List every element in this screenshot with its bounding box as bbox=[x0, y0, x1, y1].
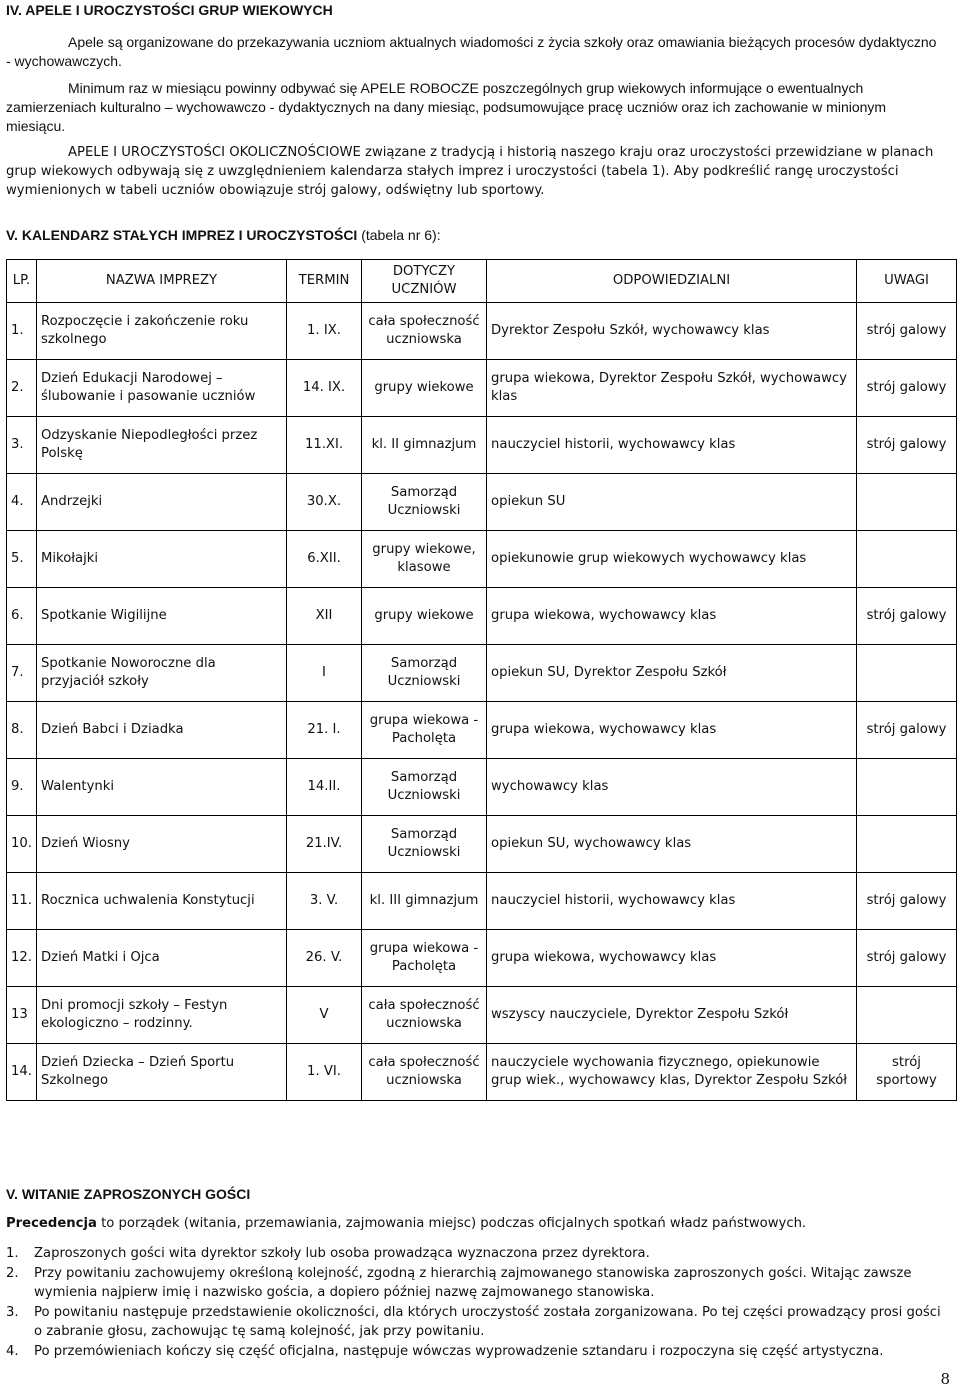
list-item-number: 4. bbox=[6, 1343, 19, 1359]
list-item bbox=[6, 1264, 946, 1303]
cell-event-name: Spotkanie Wigilijne bbox=[37, 588, 287, 645]
cell-participants: grupy wiekowe, klasowe bbox=[362, 531, 487, 588]
calendar-heading-suffix: (tabela nr 6): bbox=[357, 227, 441, 243]
table-row bbox=[7, 474, 957, 531]
cell-term: V bbox=[287, 987, 362, 1044]
table-row bbox=[7, 816, 957, 873]
cell-term: 14. IX. bbox=[287, 360, 362, 417]
table-header-row bbox=[7, 260, 957, 303]
cell-responsible: opiekun SU, Dyrektor Zespołu Szkół bbox=[487, 645, 857, 702]
cell-event-name: Andrzejki bbox=[37, 474, 287, 531]
cell-lp: 1. bbox=[7, 303, 37, 360]
header-name: NAZWA IMPREZY bbox=[37, 260, 287, 303]
cell-event-name: Dzień Edukacji Narodowej – ślubowanie i pasowanie uczniów bbox=[37, 360, 287, 417]
cell-notes bbox=[857, 531, 957, 588]
cell-lp: 2. bbox=[7, 360, 37, 417]
precedence-definition: to porządek (witania, przemawiania, zajmowania miejsc) podczas oficjalnych spotkań władz państwowych. bbox=[96, 1216, 807, 1231]
table-row bbox=[7, 1044, 957, 1101]
list-item-text: Po powitaniu następuje przedstawienie okoliczności, dla których uroczystość została zorganizowana. Po tej części prowadzący prosi gości o zabranie głosu, zachowując tę samą kolejność, jak przy powitaniu. bbox=[34, 1304, 941, 1339]
cell-responsible: opiekunowie grup wiekowych wychowawcy klas bbox=[487, 531, 857, 588]
list-item bbox=[6, 1244, 946, 1264]
table-row bbox=[7, 930, 957, 987]
cell-event-name: Dzień Babci i Dziadka bbox=[37, 702, 287, 759]
cell-lp: 5. bbox=[7, 531, 37, 588]
cell-responsible: grupa wiekowa, wychowawcy klas bbox=[487, 702, 857, 759]
cell-lp: 13 bbox=[7, 987, 37, 1044]
cell-participants: kl. III gimnazjum bbox=[362, 873, 487, 930]
section-v-calendar-heading bbox=[6, 227, 441, 243]
calendar-heading-title: V. KALENDARZ STAŁYCH IMPREZ I UROCZYSTOŚCI bbox=[6, 227, 358, 243]
cell-event-name: Dzień Matki i Ojca bbox=[37, 930, 287, 987]
cell-participants: Samorząd Uczniowski bbox=[362, 759, 487, 816]
events-table-body bbox=[7, 303, 957, 1101]
cell-participants: cała społeczność uczniowska bbox=[362, 1044, 487, 1101]
cell-lp: 11. bbox=[7, 873, 37, 930]
header-lp: LP. bbox=[7, 260, 37, 303]
cell-term: I bbox=[287, 645, 362, 702]
cell-participants: kl. II gimnazjum bbox=[362, 417, 487, 474]
cell-event-name: Spotkanie Noworoczne dla przyjaciół szkoły bbox=[37, 645, 287, 702]
table-row bbox=[7, 303, 957, 360]
cell-term: 6.XII. bbox=[287, 531, 362, 588]
cell-participants: grupy wiekowe bbox=[362, 360, 487, 417]
cell-responsible: nauczyciel historii, wychowawcy klas bbox=[487, 873, 857, 930]
events-calendar-table bbox=[6, 259, 957, 1101]
table-row bbox=[7, 873, 957, 930]
cell-lp: 10. bbox=[7, 816, 37, 873]
cell-notes: strój galowy bbox=[857, 930, 957, 987]
header-who: DOTYCZY UCZNIÓW bbox=[362, 260, 487, 303]
list-item-number: 1. bbox=[6, 1246, 19, 1261]
header-notes: UWAGI bbox=[857, 260, 957, 303]
cell-participants: Samorząd Uczniowski bbox=[362, 474, 487, 531]
cell-event-name: Odzyskanie Niepodległości przez Polskę bbox=[37, 417, 287, 474]
cell-responsible: wszyscy nauczyciele, Dyrektor Zespołu Szkół bbox=[487, 987, 857, 1044]
table-row bbox=[7, 645, 957, 702]
cell-notes: strój galowy bbox=[857, 417, 957, 474]
cell-lp: 4. bbox=[7, 474, 37, 531]
header-term: TERMIN bbox=[287, 260, 362, 303]
list-item bbox=[6, 1303, 946, 1342]
cell-term: 1. IX. bbox=[287, 303, 362, 360]
cell-term: 21.IV. bbox=[287, 816, 362, 873]
cell-lp: 3. bbox=[7, 417, 37, 474]
cell-participants: cała społeczność uczniowska bbox=[362, 987, 487, 1044]
list-item-number: 3. bbox=[6, 1304, 19, 1320]
cell-event-name: Mikołajki bbox=[37, 531, 287, 588]
table-row bbox=[7, 987, 957, 1044]
cell-lp: 14. bbox=[7, 1044, 37, 1101]
cell-responsible: nauczyciel historii, wychowawcy klas bbox=[487, 417, 857, 474]
list-item-text: Zaproszonych gości wita dyrektor szkoły lub osoba prowadząca wyznaczona przez dyrektora. bbox=[34, 1246, 650, 1261]
section-iv-paragraph-3: APELE I UROCZYSTOŚCI OKOLICZNOŚCIOWE związane z tradycją i historią naszego kraju oraz uroczystości przewidziane w planach grup wiekowych odbywają się z uwzględnieniem kalendarza stałych imprez i uroczystości (tabela 1). Aby podkreślić rangę uroczystości wymienionych w tabeli uczniów obowiązuje strój galowy, odświętny lub sportowy. bbox=[6, 145, 934, 198]
cell-responsible: grupa wiekowa, wychowawcy klas bbox=[487, 930, 857, 987]
cell-notes: strój galowy bbox=[857, 360, 957, 417]
cell-notes bbox=[857, 645, 957, 702]
guest-greeting-list bbox=[6, 1244, 946, 1361]
cell-lp: 7. bbox=[7, 645, 37, 702]
cell-responsible: opiekun SU bbox=[487, 474, 857, 531]
cell-notes: strój sportowy bbox=[857, 1044, 957, 1101]
cell-participants: grupy wiekowe bbox=[362, 588, 487, 645]
list-item-text: Po przemówieniach kończy się część oficjalna, następuje wówczas wyprowadzenie sztandaru i rozpoczyna się część artystyczna. bbox=[34, 1343, 884, 1359]
section-iv-heading: IV. APELE I UROCZYSTOŚCI GRUP WIEKOWYCH bbox=[6, 2, 333, 18]
cell-term: 14.II. bbox=[287, 759, 362, 816]
precedence-term: Precedencja bbox=[6, 1216, 97, 1231]
cell-participants: cała społeczność uczniowska bbox=[362, 303, 487, 360]
section-v-guests-heading: V. WITANIE ZAPROSZONYCH GOŚCI bbox=[6, 1186, 251, 1202]
cell-notes: strój galowy bbox=[857, 873, 957, 930]
table-row bbox=[7, 360, 957, 417]
cell-participants: grupa wiekowa - Pacholęta bbox=[362, 702, 487, 759]
list-item-number: 2. bbox=[6, 1265, 19, 1281]
cell-event-name: Dzień Wiosny bbox=[37, 816, 287, 873]
cell-notes bbox=[857, 987, 957, 1044]
list-item-text: Przy powitaniu zachowujemy określoną kolejność, zgodną z hierarchią zajmowanego stanowiska zaproszonych gości. Witając zawsze wymienia najpierw imię i nazwisko gościa, a dopiero później nazwę zajmowanego stanowiska. bbox=[34, 1265, 912, 1300]
cell-notes: strój galowy bbox=[857, 588, 957, 645]
cell-responsible: opiekun SU, wychowawcy klas bbox=[487, 816, 857, 873]
cell-participants: Samorząd Uczniowski bbox=[362, 645, 487, 702]
header-responsible: ODPOWIEDZIALNI bbox=[487, 260, 857, 303]
cell-responsible: grupa wiekowa, wychowawcy klas bbox=[487, 588, 857, 645]
table-row bbox=[7, 417, 957, 474]
table-row bbox=[7, 702, 957, 759]
cell-event-name: Rocznica uchwalenia Konstytucji bbox=[37, 873, 287, 930]
section-iv-paragraph-1: Apele są organizowane do przekazywania uczniom aktualnych wiadomości z życia szkoły oraz omawiania bieżących procesów dydaktyczno - wychowawczych. bbox=[6, 34, 937, 69]
cell-notes bbox=[857, 474, 957, 531]
section-iv-paragraph-2: Minimum raz w miesiącu powinny odbywać się APELE ROBOCZE poszczególnych grup wiekowych informujące o ewentualnych zamierzeniach kulturalno – wychowawczo - dydaktycznych na dany miesiąc, podsumowujące pracę uczniów oraz ich zachowanie w minionym miesiącu. bbox=[6, 80, 887, 134]
cell-term: 3. V. bbox=[287, 873, 362, 930]
cell-responsible: Dyrektor Zespołu Szkół, wychowawcy klas bbox=[487, 303, 857, 360]
cell-event-name: Walentynki bbox=[37, 759, 287, 816]
cell-term: 11.XI. bbox=[287, 417, 362, 474]
cell-term: 26. V. bbox=[287, 930, 362, 987]
cell-lp: 6. bbox=[7, 588, 37, 645]
cell-event-name: Dni promocji szkoły – Festyn ekologiczno – rodzinny. bbox=[37, 987, 287, 1044]
cell-lp: 9. bbox=[7, 759, 37, 816]
page-number: 8 bbox=[940, 1370, 950, 1388]
cell-participants: grupa wiekowa - Pacholęta bbox=[362, 930, 487, 987]
table-row bbox=[7, 531, 957, 588]
cell-lp: 8. bbox=[7, 702, 37, 759]
cell-term: 30.X. bbox=[287, 474, 362, 531]
cell-notes: strój galowy bbox=[857, 702, 957, 759]
list-item bbox=[6, 1342, 946, 1362]
cell-lp: 12. bbox=[7, 930, 37, 987]
cell-participants: Samorząd Uczniowski bbox=[362, 816, 487, 873]
cell-responsible: nauczyciele wychowania fizycznego, opiekunowie grup wiek., wychowawcy klas, Dyrektor Zespołu Szkół bbox=[487, 1044, 857, 1101]
cell-event-name: Rozpoczęcie i zakończenie roku szkolnego bbox=[37, 303, 287, 360]
cell-notes bbox=[857, 759, 957, 816]
cell-event-name: Dzień Dziecka – Dzień Sportu Szkolnego bbox=[37, 1044, 287, 1101]
cell-responsible: wychowawcy klas bbox=[487, 759, 857, 816]
table-row bbox=[7, 588, 957, 645]
cell-term: 21. I. bbox=[287, 702, 362, 759]
cell-term: 1. VI. bbox=[287, 1044, 362, 1101]
cell-term: XII bbox=[287, 588, 362, 645]
table-row bbox=[7, 759, 957, 816]
cell-notes: strój galowy bbox=[857, 303, 957, 360]
cell-responsible: grupa wiekowa, Dyrektor Zespołu Szkół, wychowawcy klas bbox=[487, 360, 857, 417]
precedence-paragraph bbox=[6, 1214, 944, 1233]
cell-notes bbox=[857, 816, 957, 873]
